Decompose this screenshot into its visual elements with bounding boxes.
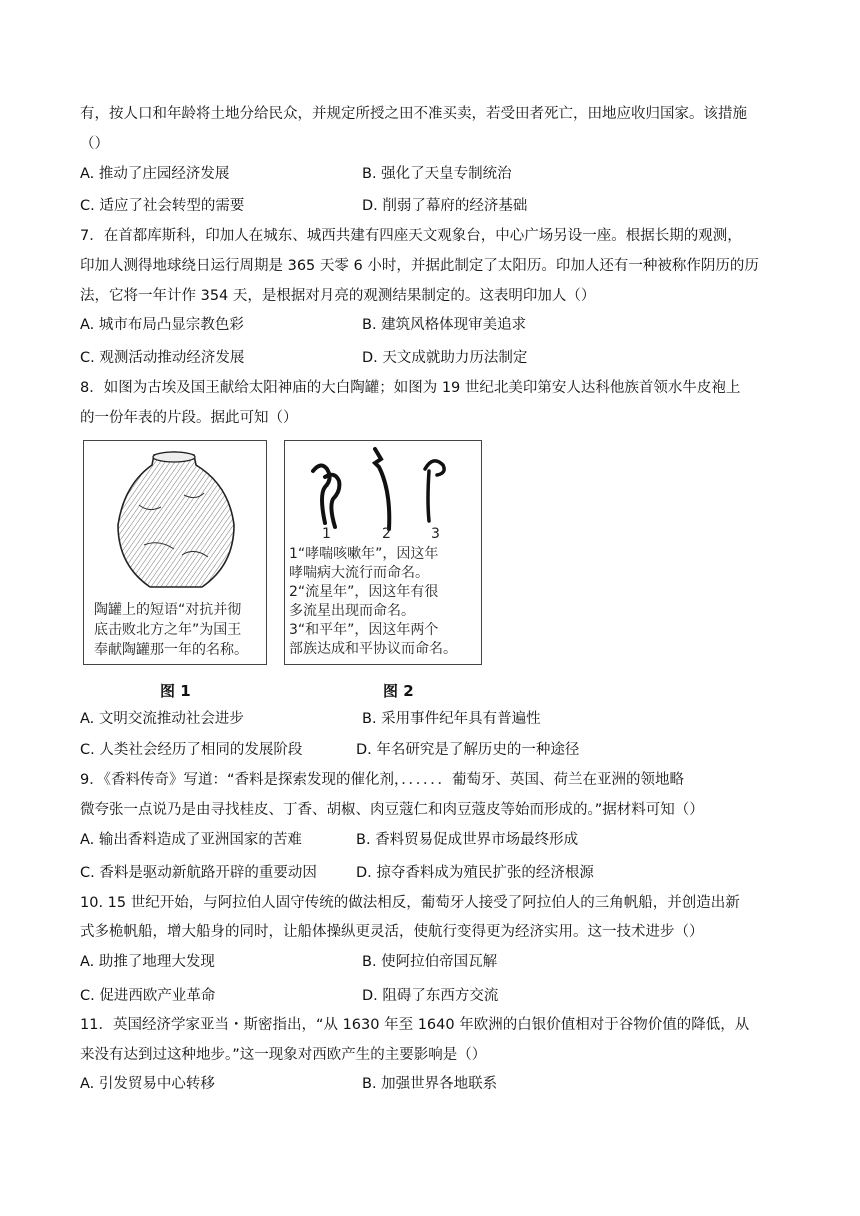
q7-option-d: D. 天文成就助力历法制定 — [362, 350, 528, 366]
q6-option-b: B. 强化了天皇专制统治 — [362, 166, 512, 182]
figure-1-caption-line-3: 奉献陶罐那一年的名称。 — [94, 642, 248, 658]
q9-option-c: C. 香料是驱动新航路开辟的重要动因 — [80, 865, 317, 881]
q7-option-c: C. 观测活动推动经济发展 — [80, 350, 245, 366]
q10-option-b: B. 使阿拉伯帝国瓦解 — [362, 954, 498, 970]
q6-option-d: D. 削弱了幕府的经济基础 — [362, 198, 528, 214]
q6-option-a: A. 推动了庄园经济发展 — [80, 166, 230, 182]
q8-option-c: C. 人类社会经历了相同的发展阶段 — [80, 742, 303, 758]
q8-stem-line-2: 的一份年表的片段。据此可知（） — [80, 410, 298, 426]
figure-2-caption-line-1: 1“哮喘咳嗽年”，因这年 — [289, 546, 439, 562]
q9-option-a: A. 输出香料造成了亚洲国家的苦难 — [80, 832, 302, 848]
q8-option-d: D. 年名研究是了解历史的一种途径 — [356, 742, 580, 758]
q10-stem-line-2: 式多桅帆船，增大船身的同时，让船体操纵更灵活，使航行变得更为经济实用。这一技术进步（） — [80, 924, 704, 940]
q9-option-d: D. 掠夺香料成为殖民扩张的经济根源 — [356, 865, 594, 881]
figure-1-pottery-jar — [83, 440, 267, 665]
figure-2-label: 图 2 — [383, 682, 414, 700]
q7-stem-line-3: 法，它将一年计作 354 天，是根据对月亮的观测结果制定的。这表明印加人（） — [80, 288, 596, 304]
figure-1-caption-line-1: 陶罐上的短语“对抗并彻 — [94, 602, 242, 618]
q11-stem-line-1: 11．英国经济学家亚当・斯密指出，“从 1630 年至 1640 年欧洲的白银价值相对于谷物价值的降低，从 — [80, 1017, 750, 1033]
q9-stem-line-2: 微夸张一点说乃是由寻找桂皮、丁香、胡椒、肉豆蔻仁和肉豆蔻皮等始而形成的。”据材料可知（） — [80, 802, 704, 818]
q7-option-a: A. 城市布局凸显宗教色彩 — [80, 317, 244, 333]
q10-option-c: C. 促进西欧产业革命 — [80, 988, 216, 1004]
q7-stem-line-1: 7．在首都库斯科，印加人在城东、城西共建有四座天文观象台，中心广场另设一座。根据长期的观测， — [80, 228, 742, 244]
q10-stem-line-1: 10. 15 世纪开始，与阿拉伯人固守传统的做法相反，葡萄牙人接受了阿拉伯人的三角帆船，并创造出新 — [80, 895, 740, 911]
q6-stem-line-2: （） — [80, 136, 109, 152]
q11-option-a: A. 引发贸易中心转移 — [80, 1076, 215, 1092]
figure-2-caption-line-4: 多流星出现而命名。 — [289, 603, 415, 619]
q8-option-b: B. 采用事件纪年具有普遍性 — [362, 711, 541, 727]
pictograph-number-3: 3 — [431, 526, 440, 542]
q6-stem-line-1: 有，按人口和年龄将土地分给民众，并规定所授之田不准买卖，若受田者死亡，田地应收归国家。该措施 — [80, 106, 747, 122]
figure-2-caption-line-5: 3“和平年”，因这年两个 — [289, 622, 439, 638]
q8-stem-line-1: 8．如图为古埃及国王献给太阳神庙的大白陶罐；如图为 19 世纪北美印第安人达科他族首领水牛皮袍上 — [80, 380, 741, 396]
figure-1-label: 图 1 — [160, 682, 191, 700]
pictograph-symbols — [285, 441, 480, 531]
q10-option-d: D. 阻碍了东西方交流 — [362, 988, 499, 1004]
q7-stem-line-2: 印加人测得地球绕日运行周期是 365 天零 6 小时，并据此制定了太阳历。印加人还有一种被称作阴历的历 — [80, 258, 759, 274]
figure-1-caption-line-2: 底击败北方之年”为国王 — [94, 622, 242, 638]
q11-stem-line-2: 来没有达到过这种地步。”这一现象对西欧产生的主要影响是（） — [80, 1047, 487, 1063]
figure-2-caption-line-3: 2“流星年”，因这年有很 — [289, 584, 439, 600]
figure-2-calendar-pictographs — [284, 440, 482, 665]
figure-2-caption-line-2: 哮喘病大流行而命名。 — [289, 565, 429, 581]
q10-option-a: A. 助推了地理大发现 — [80, 954, 215, 970]
pictograph-number-2: 2 — [382, 526, 391, 542]
q11-option-b: B. 加强世界各地联系 — [362, 1076, 498, 1092]
pictograph-number-1: 1 — [322, 526, 331, 542]
q8-option-a: A. 文明交流推动社会进步 — [80, 711, 244, 727]
q6-option-c: C. 适应了社会转型的需要 — [80, 198, 245, 214]
pottery-jar-illustration — [84, 445, 265, 595]
q7-option-b: B. 建筑风格体现审美追求 — [362, 317, 527, 333]
q9-stem-line-1: 9．《香料传奇》写道：“香料是探索发现的催化剂，．．．．．．葡萄牙、英国、荷兰在亚洲的领地略 — [80, 772, 684, 788]
q9-option-b: B. 香料贸易促成世界市场最终形成 — [356, 832, 579, 848]
figure-2-caption-line-6: 部族达成和平协议而命名。 — [289, 641, 457, 657]
